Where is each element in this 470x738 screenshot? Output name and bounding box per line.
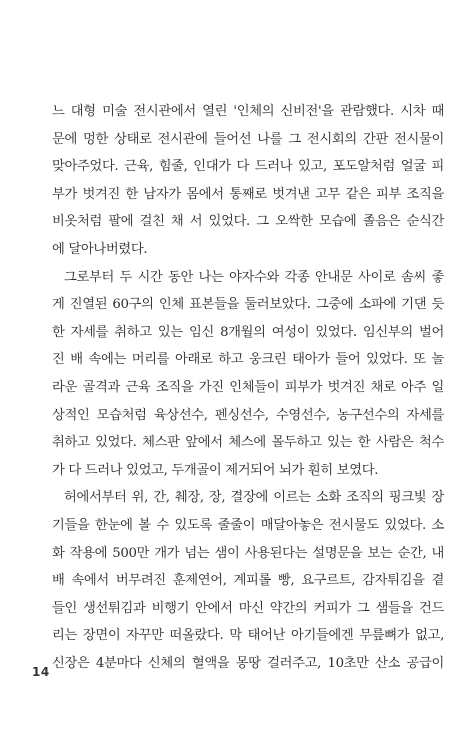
paragraph-3 <box>52 484 444 677</box>
text-line: 비옷처럼 팔에 걸친 채 서 있었다. 그 오싹한 모습에 졸음은 순식간 <box>52 214 444 230</box>
text-line: 배 속에서 버무려진 훈제연어, 계피롤 빵, 요구르트, 감자튀김을 곁 <box>52 573 444 589</box>
text-line: 허에서부터 위, 간, 췌장, 장, 결장에 이르는 소화 조직의 핑크빛 장 <box>64 490 444 506</box>
paragraph-1 <box>52 98 444 264</box>
text-line: 신장은 4분마다 신체의 혈액을 몽땅 걸러주고, 10초만 산소 공급이 <box>52 655 444 671</box>
page-number: 14 <box>32 665 50 679</box>
text-line: 부가 벗겨진 한 남자가 몸에서 통째로 벗겨낸 고무 같은 피부 조직을 <box>52 186 444 202</box>
text-line: 화 작용에 500만 개가 넘는 샘이 사용된다는 설명문을 보는 순간, 내 <box>52 545 444 561</box>
text-line: 상적인 모습처럼 육상선수, 펜싱선수, 수영선수, 농구선수의 자세를 <box>52 407 444 423</box>
text-line: 라운 골격과 근육 조직을 가진 인체들이 피부가 벗겨진 채로 아주 일 <box>52 379 444 395</box>
text-line: 기들을 한눈에 볼 수 있도록 줄줄이 매달아놓은 전시물도 있었다. 소 <box>52 517 444 533</box>
text-line: 문에 멍한 상태로 전시관에 들어선 나를 그 전시회의 간판 전시물이 <box>52 131 444 147</box>
body-text <box>52 98 444 677</box>
text-line: 리는 장면이 자꾸만 떠올랐다. 막 태어난 아기들에겐 무릎뼈가 없고, <box>52 628 444 644</box>
text-line: 에 달아나버렸다. <box>52 241 148 257</box>
text-line: 한 자세를 취하고 있는 임신 8개월의 여성이 있었다. 임신부의 벌어 <box>52 324 444 340</box>
text-line: 맞아주었다. 근육, 힘줄, 인대가 다 드러나 있고, 포도알처럼 얼굴 피 <box>52 159 444 175</box>
text-line: 느 대형 미술 전시관에서 열린 '인체의 신비전'을 관람했다. 시차 때 <box>52 104 444 119</box>
text-line: 진 배 속에는 머리를 아래로 하고 웅크린 태아가 들어 있었다. 또 놀 <box>52 352 444 368</box>
text-line: 게 진열된 60구의 인체 표본들을 둘러보았다. 그중에 소파에 기댄 듯 <box>52 297 444 313</box>
paragraph-2 <box>52 264 444 485</box>
text-line: 가 다 드러나 있었고, 두개골이 제거되어 뇌가 훤히 보였다. <box>52 462 379 478</box>
text-line: 취하고 있었다. 체스판 앞에서 체스에 몰두하고 있는 한 사람은 척수 <box>52 435 444 451</box>
text-line: 들인 생선튀김과 비행기 안에서 마신 약간의 커피가 그 샘들을 건드 <box>52 600 444 616</box>
text-line: 그로부터 두 시간 동안 나는 야자수와 각종 안내문 사이로 솜씨 좋 <box>64 269 444 285</box>
